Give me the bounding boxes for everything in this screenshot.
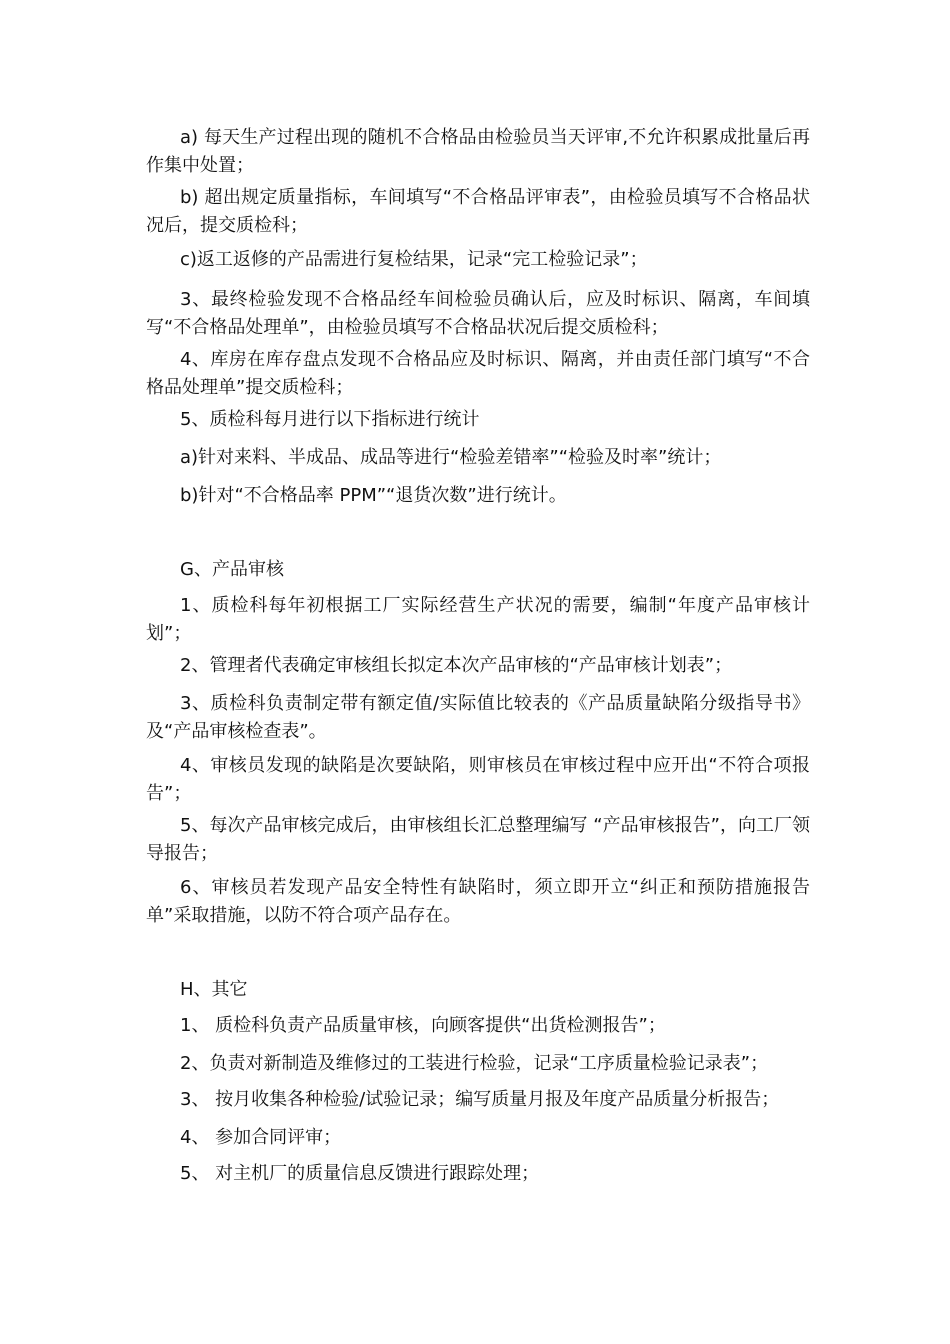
paragraph-g-2: 2、管理者代表确定审核组长拟定本次产品审核的“产品审核计划表”； — [180, 655, 733, 676]
section-g-heading: G、产品审核 — [180, 559, 284, 580]
paragraph-g-6: 6、审核员若发现产品安全特性有缺陷时，须立即开立“纠正和预防措施报告单”采取措施，以防不符合项产品存在。 — [146, 877, 810, 926]
paragraph-f-b: b) 超出规定质量指标，车间填写“不合格品评审表”，由检验员填写不合格品状况后，提交质检科； — [146, 187, 810, 236]
paragraph-g-5: 5、每次产品审核完成后，由审核组长汇总整理编写 “产品审核报告”，向工厂领导报告； — [146, 815, 810, 864]
paragraph-f-a: a) 每天生产过程出现的随机不合格品由检验员当天评审,不允许积累成批量后再作集中处置； — [146, 127, 810, 176]
paragraph-f-5a: a)针对来料、半成品、成品等进行“检验差错率”“检验及时率”统计； — [180, 447, 722, 468]
paragraph-f-c: c)返工返修的产品需进行复检结果，记录“完工检验记录”； — [180, 249, 648, 270]
paragraph-f-5b: b)针对“不合格品率 PPM”“退货次数”进行统计。 — [180, 485, 567, 506]
paragraph-h-5: 5、 对主机厂的质量信息反馈进行跟踪处理； — [180, 1163, 540, 1184]
section-h-heading: H、其它 — [180, 979, 248, 1000]
paragraph-f-4: 4、库房在库存盘点发现不合格品应及时标识、隔离，并由责任部门填写“不合格品处理单”提交质检科； — [146, 349, 810, 398]
paragraph-f-3: 3、最终检验发现不合格品经车间检验员确认后，应及时标识、隔离，车间填写“不合格品处理单”，由检验员填写不合格品状况后提交质检科； — [146, 289, 810, 338]
paragraph-h-2: 2、负责对新制造及维修过的工装进行检验，记录“工序质量检验记录表”； — [180, 1053, 769, 1074]
paragraph-h-3: 3、 按月收集各种检验/试验记录；编写质量月报及年度产品质量分析报告； — [180, 1089, 780, 1110]
paragraph-g-4: 4、审核员发现的缺陷是次要缺陷，则审核员在审核过程中应开出“不符合项报告”； — [146, 755, 810, 804]
paragraph-g-3: 3、质检科负责制定带有额定值/实际值比较表的《产品质量缺陷分级指导书》及“产品审核检查表”。 — [146, 693, 810, 742]
paragraph-g-1: 1、质检科每年初根据工厂实际经营生产状况的需要，编制“年度产品审核计划”； — [146, 595, 810, 644]
paragraph-f-5: 5、质检科每月进行以下指标进行统计 — [180, 409, 480, 430]
paragraph-h-4: 4、 参加合同评审； — [180, 1127, 342, 1148]
paragraph-h-1: 1、 质检科负责产品质量审核，向顾客提供“出货检测报告”； — [180, 1015, 666, 1036]
